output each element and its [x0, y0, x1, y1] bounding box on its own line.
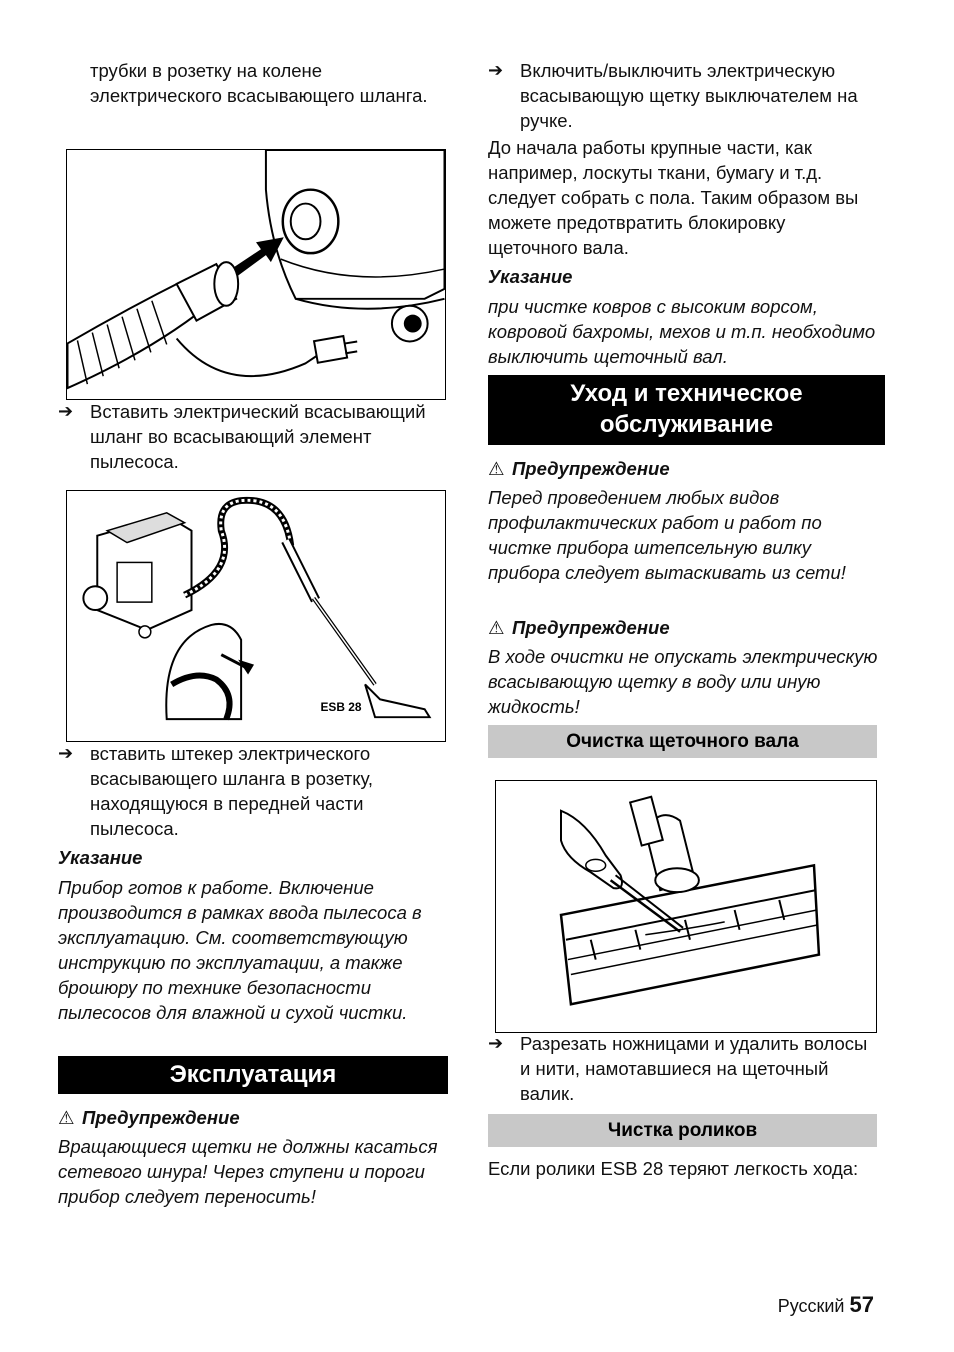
vacuum-overview-illustration [67, 491, 445, 741]
arrow-right-icon: ➔ [488, 60, 504, 80]
warning-triangle-icon: ⚠ [488, 617, 505, 638]
warning-text: В ходе очистки не опускать электрическую всасывающую щетку в воду или иную жидкость! [488, 646, 878, 717]
warning-triangle-icon: ⚠ [58, 1107, 75, 1128]
step-text: вставить штекер электрического всасывающего шланга в розетку, находящуюся в передней части пылесоса. [90, 743, 374, 839]
warning-triangle-icon: ⚠ [488, 458, 505, 479]
figure-brush-cleaning [495, 780, 877, 1033]
warning-text: Перед проведением любых видов профилактических работ и работ по чистке прибора штепсельную вилку прибора следует вытаскивать из сети! [488, 487, 846, 583]
subsection-header: Очистка щеточного вала [488, 725, 877, 758]
warning-heading [488, 456, 880, 481]
step-text: Включить/выключить электрическую всасывающую щетку выключателем на ручке. [520, 60, 858, 131]
warning-heading [58, 1105, 448, 1130]
warning-heading [488, 615, 880, 640]
warning-text: Вращающиеся щетки не должны касаться сетевого шнура! Через ступени и пороги прибор следует переносить! [58, 1136, 438, 1207]
note-text: Прибор готов к работе. Включение производится в рамках ввода пылесоса в эксплуатацию. См. соответствующую инструкцию по эксплуатации, а также брошюру по технике безопасности пылесосов для влажной и сухой чистки. [58, 877, 422, 1023]
paragraph-continued: трубки в розетку на колене электрического всасывающего шланга. [90, 60, 428, 106]
page-footer [778, 1292, 874, 1318]
warning-heading-text: Предупреждение [512, 617, 670, 638]
fig-label: ESB 28 [320, 700, 362, 715]
note-heading: Указание [58, 847, 143, 868]
paragraph: До начала работы крупные части, как например, лоскуты ткани, бумагу и т.д. следует собрать с пола. Таким образом вы можете предотвратить блокировку щеточного вала. [488, 137, 859, 258]
section-header [488, 375, 885, 445]
section-title-line: Уход и техническое [570, 380, 803, 407]
figure-vacuum-overview [66, 490, 446, 742]
warning-heading-text: Предупреждение [512, 458, 670, 479]
footer-language: Русский [777, 1296, 845, 1316]
figure-hose-insertion [66, 149, 446, 400]
warning-heading-text: Предупреждение [82, 1107, 240, 1128]
step-text: Вставить электрический всасывающий шланг во всасывающий элемент пылесоса. [90, 401, 426, 472]
note-text: при чистке ковров с высоким ворсом, ковровой бахромы, мехов и т.п. необходимо выключить щеточный вал. [488, 296, 876, 367]
section-title-line: обслуживание [599, 411, 774, 438]
brush-cleaning-illustration [496, 781, 876, 1032]
arrow-right-icon: ➔ [58, 401, 74, 421]
section-header: Эксплуатация [58, 1056, 448, 1094]
step-text: Разрезать ножницами и удалить волосы и нити, намотавшиеся на щеточный валик. [520, 1033, 868, 1104]
arrow-right-icon: ➔ [488, 1033, 504, 1053]
page-number: 57 [849, 1292, 874, 1317]
note-heading: Указание [488, 266, 573, 287]
arrow-right-icon: ➔ [58, 743, 74, 763]
hose-insertion-illustration [67, 150, 445, 399]
subsection-header: Чистка роликов [488, 1114, 877, 1147]
paragraph: Если ролики ESB 28 теряют легкость хода: [488, 1158, 859, 1179]
